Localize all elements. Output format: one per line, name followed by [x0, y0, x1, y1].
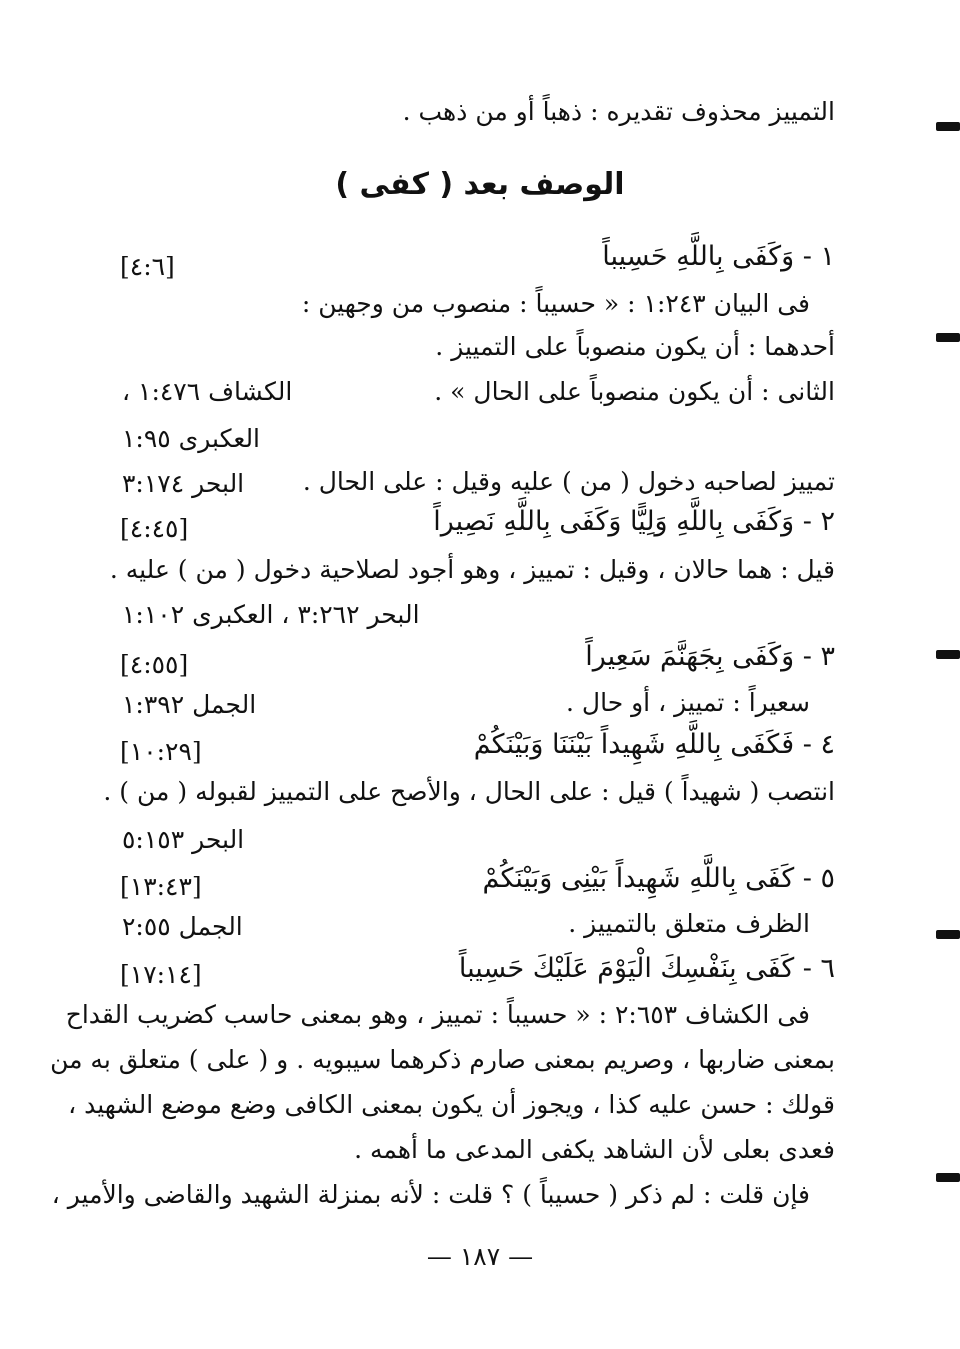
scan-mark [936, 930, 960, 939]
commentary-line: فى الكشاف ٢:٦٥٣ : « حسيباً : تمييز ، وهو بمعنى حاسب كضريب القداح [65, 1000, 810, 1029]
scan-mark [936, 650, 960, 659]
top-line: التمييز محذوف تقديره : ذهباً أو من ذهب . [402, 97, 835, 126]
commentary-line: قيل : هما حالان ، وقيل : تمييز ، وهو أجود لصلاحية دخول ( من ) عليه . [109, 555, 835, 584]
ayah-ref-6: [١٧:١٤] [120, 960, 202, 989]
page-number: — ١٨٧ — [426, 1242, 534, 1271]
commentary-line: فإن قلت : لم ذكر ( حسيباً ) ؟ قلت : لأنه بمنزلة الشهيد والقاضى والأمير ، [51, 1180, 810, 1209]
section-title: الوصف بعد ( كفى ) [335, 167, 625, 202]
source-citation: الجمل ١:٣٩٢ [122, 690, 257, 719]
commentary-line: انتصب ( شهيداً ) قيل : على الحال ، والأصح على التمييز لقبوله ( من ) . [103, 777, 835, 806]
commentary-line: فعدى بعلى لأن الشاهد يكفى المدعى ما أهمه . [354, 1135, 835, 1164]
ayah-6: ٦ - كَفَى بِنَفْسِكَ الْيَوْمَ عَلَيْكَ حَسِيباً [458, 953, 835, 984]
ayah-ref-3: [٤:٥٥] [120, 650, 189, 679]
ayah-ref-2: [٤:٤٥] [120, 514, 189, 543]
scan-mark [936, 1173, 960, 1182]
source-citation: الكشاف ١:٤٧٦ ، [122, 377, 293, 406]
ayah-3: ٣ - وَكَفَى بِجَهَنَّمَ سَعِيراً [585, 641, 835, 672]
ayah-ref-5: [١٣:٤٣] [120, 872, 202, 901]
commentary-line: تمييز لصاحبه دخول ( من ) عليه وقيل : على الحال . [302, 467, 835, 496]
ayah-5: ٥ - كَفَى بِاللَّهِ شَهِيداً بَيْنِى وَبَيْنَكُمْ [482, 863, 835, 894]
source-citation: البحر ٥:١٥٣ [122, 825, 245, 854]
source-citation: العكبرى ١:٩٥ [122, 424, 261, 453]
ayah-4: ٤ - فَكَفَى بِاللَّهِ شَهِيداً بَيْنَنَا وَبَيْنَكُمْ [473, 729, 835, 760]
source-citation: البحر ٣:١٧٤ [122, 469, 245, 498]
source-citation: الجمل ٢:٥٥ [122, 912, 243, 941]
scan-mark [936, 333, 960, 342]
commentary-line: أحدهما : أن يكون منصوباً على التمييز . [435, 332, 835, 361]
commentary-line: بمعنى ضاربها ، وصريم بمعنى صارم ذكرهما سيبويه . و ( على ) متعلق به من [50, 1045, 835, 1074]
ayah-1: ١ - وَكَفَى بِاللَّهِ حَسِيباً [602, 241, 835, 272]
ayah-ref-4: [١٠:٢٩] [120, 737, 202, 766]
ayah-2: ٢ - وَكَفَى بِاللَّهِ وَلِيًّا وَكَفَى بِاللَّهِ نَصِيراً [433, 506, 835, 537]
commentary-line: قولك : حسن عليه كذا ، ويجوز أن يكون بمعنى الكافى وضع موضع الشهيد ، [68, 1090, 835, 1119]
commentary-line: الظرف متعلق بالتمييز . [568, 909, 810, 938]
source-citation: البحر ٣:٢٦٢ ، العكبرى ١:١٠٢ [122, 600, 420, 629]
scan-mark [936, 122, 960, 131]
commentary-line: فى البيان ١:٢٤٣ : « حسيباً : منصوب من وجهين : [301, 289, 810, 318]
commentary-line: الثانى : أن يكون منصوباً على الحال » . [434, 377, 835, 406]
commentary-line: سعيراً : تمييز ، أو حال . [566, 688, 810, 717]
ayah-ref-1: [٤:٦] [120, 252, 175, 281]
